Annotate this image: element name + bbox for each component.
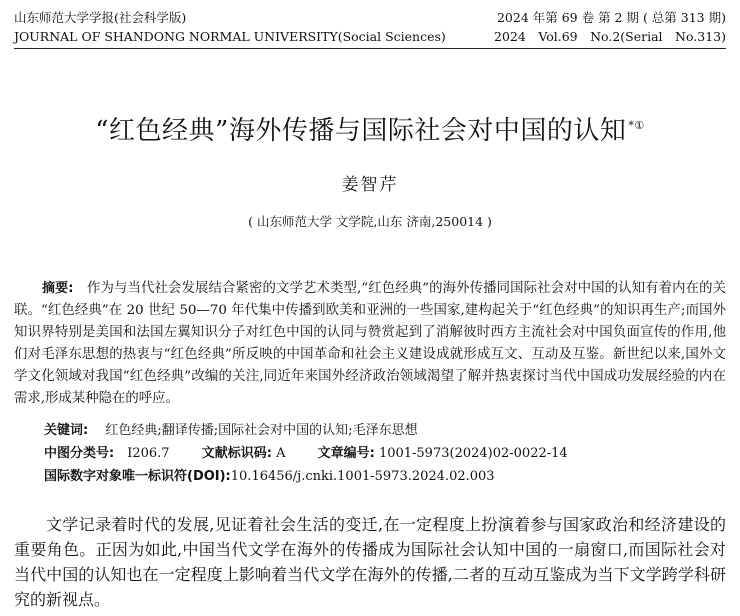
article-title-text: “红色经典”海外传播与国际社会对中国的认知 (95, 116, 627, 146)
keywords-line: 关键词: 红色经典;翻译传播;国际社会对中国的认知;毛泽东思想 (44, 423, 418, 438)
article-number-value: 1001-5973(2024)02-0022-14 (378, 446, 568, 461)
doi-label: 国际数字对象唯一标识符(DOI): (44, 469, 231, 484)
body-text (14, 512, 726, 612)
header-divider (14, 48, 726, 49)
issue-info-cn: 2024 年第 69 卷 第 2 期 ( 总第 313 期) (496, 10, 726, 25)
article-number-label: 文章编号: (317, 446, 375, 461)
abstract (14, 278, 726, 410)
keyword-item: 红色经典 (105, 423, 158, 438)
doc-code-value: A (276, 446, 286, 461)
doi-value: 10.16456/j.cnki.1001-5973.2024.02.003 (230, 469, 495, 484)
keyword-item: 翻译传播 (161, 423, 214, 438)
running-header (14, 8, 726, 46)
author-name: 姜智芹 (341, 175, 399, 195)
author-affiliation: ( 山东师范大学 文学院,山东 济南,250014 ) (248, 214, 492, 229)
abstract-text: 作为与当代社会发展结合紧密的文学艺术类型,“红色经典”的海外传播同国际社会对中国的认知有着内在的关联。“红色经典”在 20 世纪 50—70 年代集中传播到欧美和亚洲的一些国家,建构起关于“红色经典”的知识再生产;而国外知识界特别是美国和法国左翼知识分子对红色中国的认同与赞赏起到了消解彼时西方主流社会对中国负面宣传的作用,他们对毛泽东思想的热衷与“红色经典”所反映的中国革命和社会主义建设成就形成互文、互动及互鉴。新世纪以来,国外文学文化领域对我国“红色经典”改编的关注,同近年来国外经济政治领域渴望了解并热衷探讨当代中国成功发展经验的内在需求,形成某种隐在的呼应。 (14, 281, 726, 406)
issue-info-en: 2024 Vol.69 No.2(Serial No.313) (494, 29, 726, 44)
article-title (0, 110, 740, 147)
keyword-item: 毛泽东思想 (352, 423, 418, 438)
title-footnote-mark: *① (628, 119, 645, 133)
journal-name-cn: 山东师范大学学报(社会科学版) (14, 10, 187, 25)
doc-code-label: 文献标识码: (201, 446, 272, 461)
doi-line (44, 466, 495, 488)
keyword-item: 国际社会对中国的认知 (218, 423, 349, 438)
journal-name-en: JOURNAL OF SHANDONG NORMAL UNIVERSITY(Social Sciences) (14, 29, 446, 44)
clc-value: I206.7 (127, 446, 170, 461)
body-paragraph: 文学记录着时代的发展,见证着社会生活的变迁,在一定程度上扮演着参与国家政治和经济建设的重要角色。正因为如此,中国当代文学在海外的传播成为国际社会认知中国的一扇窗口,而国际社会对当代中国的认知也在一定程度上影响着当代文学在海外的传播,二者的互动互鉴成为当下文学跨学科研究的新视点。 (14, 515, 726, 609)
clc-label: 中图分类号: (44, 446, 115, 461)
abstract-label: 摘要: (42, 281, 74, 296)
keywords-label: 关键词: (44, 423, 89, 438)
classification-line (44, 443, 568, 465)
